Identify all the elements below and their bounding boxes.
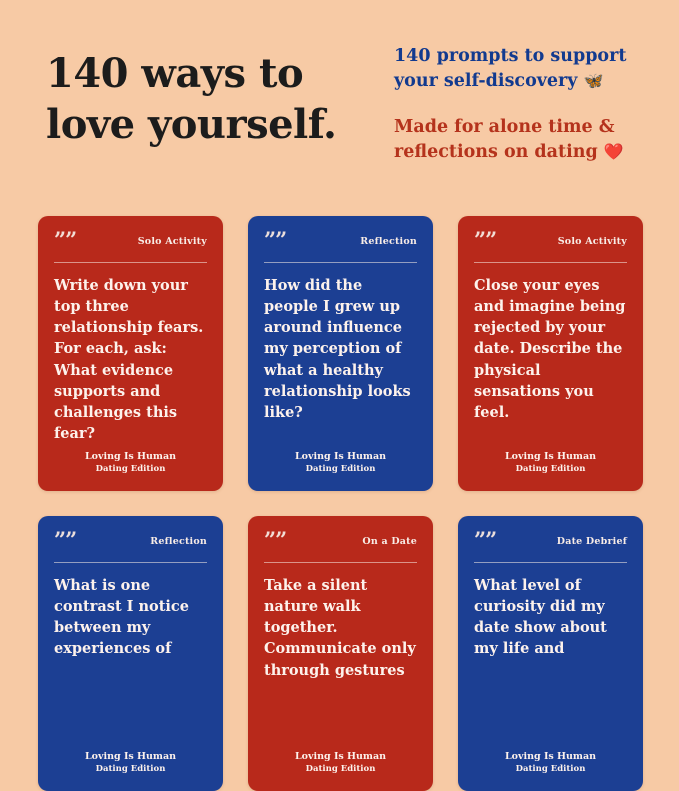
prompt-card [38,516,223,791]
card-category-label: Solo Activity [137,236,207,247]
card-divider [264,562,417,563]
card-footer [474,751,627,777]
edition-name: Dating Edition [515,763,586,774]
edition-name: Dating Edition [305,763,376,774]
quote-icon: ”” [54,227,77,252]
edition-name: Dating Edition [95,763,166,774]
headline-line-2: love yourself. [46,101,337,149]
card-header [474,527,627,553]
prompt-card [458,516,643,791]
card-header [264,227,417,253]
card-prompt-text: Write down your top three relationship fears. For each, ask: What evidence supports and challenges this fear? [54,277,204,443]
quote-icon: ”” [54,527,77,552]
edition-name: Dating Edition [515,463,586,474]
subheading-alone-time-text: Made for alone time & reflections on dating [394,116,615,163]
card-category-label: Reflection [150,536,207,547]
card-category-label: Reflection [360,236,417,247]
edition-name: Dating Edition [305,463,376,474]
card-divider [264,262,417,263]
quote-icon: ”” [264,227,287,252]
card-prompt-text: How did the people I grew up around influence my perception of what a healthy relationship looks like? [264,277,411,421]
card-category-label: Solo Activity [557,236,627,247]
card-header [54,227,207,253]
card-header [264,527,417,553]
quote-icon: ”” [264,527,287,552]
brand-name: Loving Is Human [504,450,597,462]
brand-name: Loving Is Human [294,750,387,762]
headline-line-1: 140 ways to [46,50,304,97]
card-divider [54,262,207,263]
butterfly-icon: 🦋 [583,71,604,91]
card-grid [38,216,643,791]
header [0,0,679,200]
card-footer [264,751,417,777]
card-footer [474,451,627,477]
subheading-self-discovery [394,44,662,95]
prompt-card [458,216,643,491]
brand-name: Loving Is Human [84,450,177,462]
quote-icon: ”” [474,527,497,552]
card-header [474,227,627,253]
prompt-card [248,516,433,791]
card-divider [474,262,627,263]
card-footer [264,451,417,477]
prompt-card [38,216,223,491]
card-prompt-text: Close your eyes and imagine being rejected by your date. Describe the physical sensations you feel. [474,277,626,421]
page-title [46,48,376,150]
subheading-self-discovery-text: 140 prompts to support your self-discovery [394,46,627,92]
subheadings [394,44,662,166]
card-prompt-text: What is one contrast I notice between my experiences of [54,577,189,658]
card-divider [54,562,207,563]
card-header [54,527,207,553]
brand-name: Loving Is Human [504,750,597,762]
card-category-label: On a Date [362,536,417,547]
subheading-alone-time [394,115,662,166]
heart-icon: ❤️ [603,142,624,162]
edition-name: Dating Edition [95,463,166,474]
brand-name: Loving Is Human [84,750,177,762]
card-prompt-text: What level of curiosity did my date show about my life and [474,577,607,658]
card-footer [54,451,207,477]
card-category-label: Date Debrief [556,536,627,547]
brand-name: Loving Is Human [294,450,387,462]
card-footer [54,751,207,777]
card-divider [474,562,627,563]
card-prompt-text: Take a silent nature walk together. Communicate only through gestures [264,577,416,679]
quote-icon: ”” [474,227,497,252]
prompt-card [248,216,433,491]
